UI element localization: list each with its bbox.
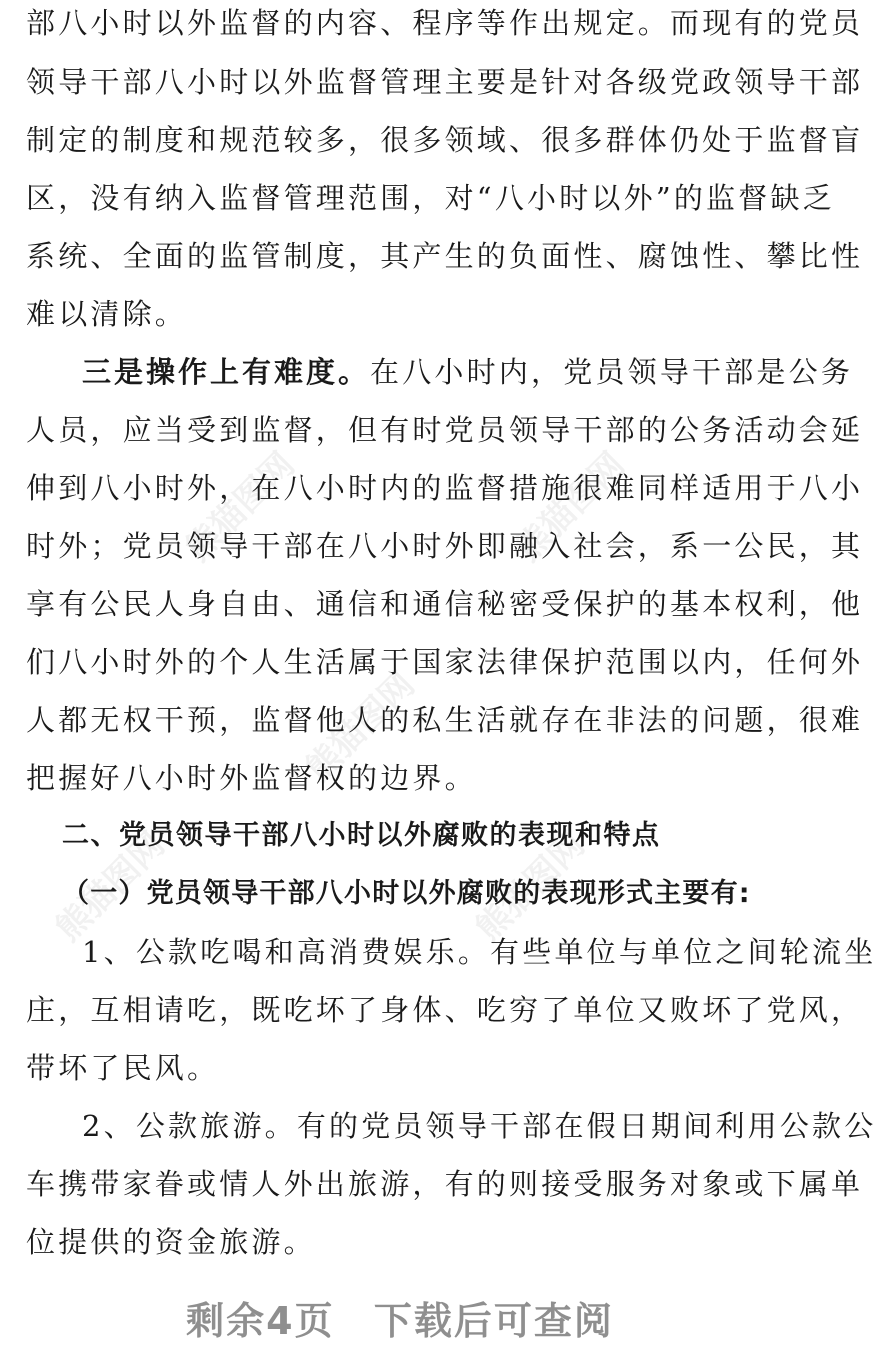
text-line: 庄，互相请吃，既吃坏了身体、吃穷了单位又败坏了党风， xyxy=(26,993,864,1027)
watermark-text: 熊猫图网 xyxy=(48,824,173,950)
text-line: 把握好八小时外监督权的边界。 xyxy=(26,761,477,795)
text-line: 位提供的资金旅游。 xyxy=(26,1225,316,1259)
text-line: 难以清除。 xyxy=(26,297,188,331)
text-line: 时外；党员领导干部在八小时外即融入社会，系一公民，其 xyxy=(26,529,864,563)
text-line: 人员，应当受到监督，但有时党员领导干部的公务活动会延 xyxy=(26,413,864,447)
watermark-text: 熊猫图网 xyxy=(468,824,593,950)
subsection-heading: （一）党员领导干部八小时以外腐败的表现形式主要有: xyxy=(62,878,751,909)
list-item: 1、公款吃喝和高消费娱乐。有些单位与单位之间轮流坐 xyxy=(82,935,876,969)
text-line: 领导干部八小时以外监督管理主要是针对各级党政领导干部 xyxy=(26,65,864,99)
text-line: 们八小时外的个人生活属于国家法律保护范围以内，任何外 xyxy=(26,645,864,679)
download-banner[interactable] xyxy=(0,1290,800,1345)
text-line: 系统、全面的监管制度，其产生的负面性、腐蚀性、攀比性 xyxy=(26,239,864,273)
paragraph-first-line xyxy=(82,352,854,392)
text-line: 车携带家眷或情人外出旅游，有的则接受服务对象或下属单 xyxy=(26,1167,864,1201)
text-line: 区，没有纳入监督管理范围，对“八小时以外”的监督缺乏 xyxy=(26,181,835,215)
text-line: 部八小时以外监督的内容、程序等作出规定。而现有的党员 xyxy=(26,6,864,40)
text-line: 制定的制度和规范较多，很多领域、很多群体仍处于监督盲 xyxy=(26,123,864,157)
text-span: 在八小时内，党员领导干部是公务 xyxy=(370,355,854,389)
emphasis-text: 三是操作上有难度。 xyxy=(82,355,371,389)
list-item: 2、公款旅游。有的党员领导干部在假日期间利用公款公 xyxy=(82,1109,876,1143)
text-line: 伸到八小时外，在八小时内的监督措施很难同样适用于八小 xyxy=(26,471,864,505)
watermark-text: 熊猫图网 xyxy=(178,444,303,570)
text-line: 享有公民人身自由、通信和通信秘密受保护的基本权利，他 xyxy=(26,587,864,621)
text-line: 人都无权干预，监督他人的私生活就存在非法的问题，很难 xyxy=(26,703,864,737)
watermark-text: 熊猫图网 xyxy=(508,444,633,570)
remaining-pages-text: 剩余4页 xyxy=(186,1299,335,1343)
download-text: 下载后可查阅 xyxy=(373,1299,614,1343)
section-heading: 二、党员领导干部八小时以外腐败的表现和特点 xyxy=(62,820,661,851)
text-line: 带坏了民风。 xyxy=(26,1051,220,1085)
watermark-text: 熊猫图网 xyxy=(298,664,423,790)
